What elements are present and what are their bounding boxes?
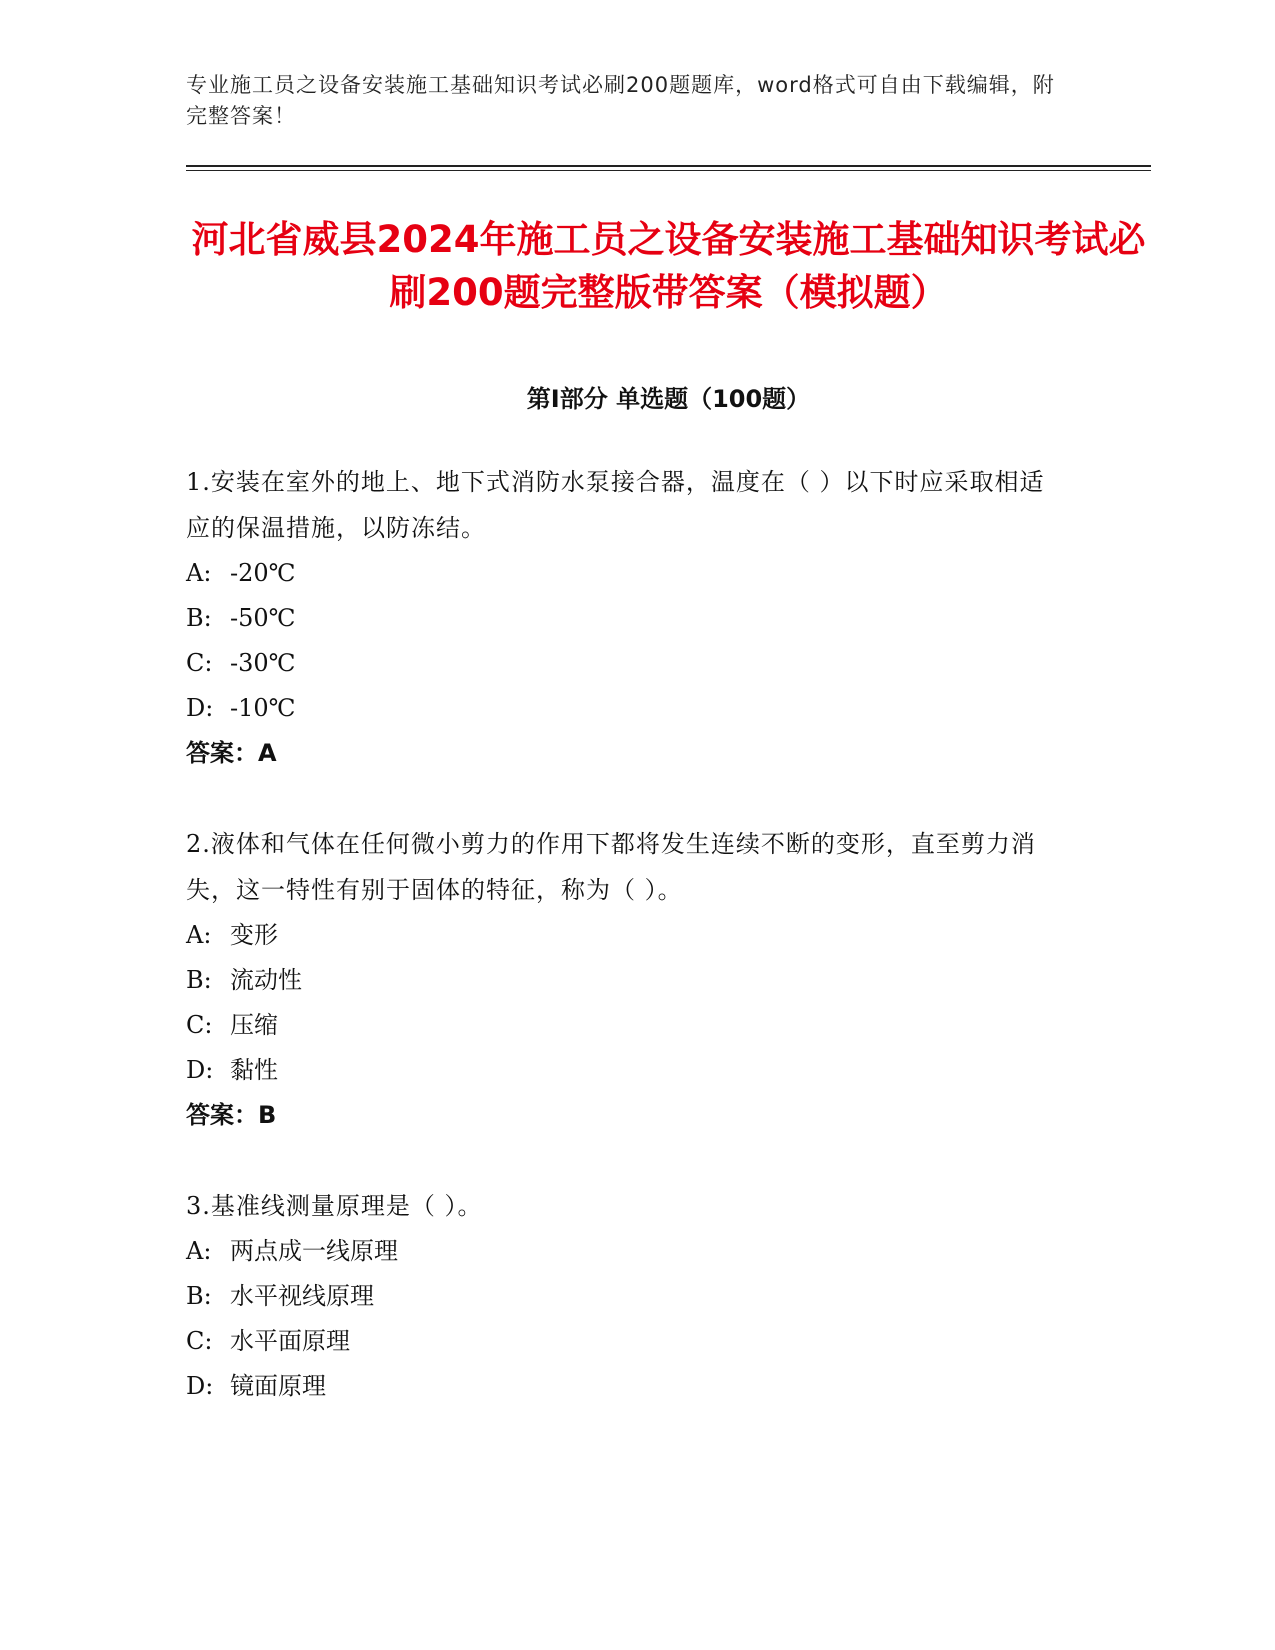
divider-thin bbox=[186, 170, 1151, 171]
option-letter: C: bbox=[186, 1327, 213, 1355]
option-letter: D: bbox=[186, 1056, 214, 1084]
option-text: 水平面原理 bbox=[230, 1327, 350, 1355]
answer-line: 答案：A bbox=[186, 739, 277, 767]
option-letter: A: bbox=[186, 921, 212, 949]
question-3 bbox=[186, 1183, 1151, 1409]
question-stem: 1.安装在室外的地上、地下式消防水泵接合器，温度在（ ）以下时应采取相适应的保温措施，以防冻结。 bbox=[186, 468, 1045, 542]
option-text: -30℃ bbox=[230, 649, 296, 677]
document-page bbox=[186, 70, 1151, 1409]
option-letter: B: bbox=[186, 966, 212, 994]
question-stem: 3.基准线测量原理是（ ）。 bbox=[186, 1192, 483, 1220]
divider-thick bbox=[186, 165, 1151, 167]
option-d bbox=[186, 1048, 1151, 1093]
section-heading: 第I部分 单选题（100题） bbox=[526, 385, 811, 413]
option-a bbox=[186, 913, 1151, 958]
option-c bbox=[186, 1003, 1151, 1048]
option-letter: D: bbox=[186, 1372, 214, 1400]
question-1 bbox=[186, 459, 1151, 776]
option-letter: C: bbox=[186, 649, 213, 677]
option-a bbox=[186, 1229, 1151, 1274]
option-letter: B: bbox=[186, 604, 212, 632]
header-note: 专业施工员之设备安装施工基础知识考试必刷200题题库，word格式可自由下载编辑，附完整答案！ bbox=[186, 73, 1055, 128]
option-d bbox=[186, 1364, 1151, 1409]
option-text: -50℃ bbox=[230, 604, 296, 632]
option-c bbox=[186, 1319, 1151, 1364]
option-text: 变形 bbox=[230, 921, 278, 949]
option-text: 黏性 bbox=[230, 1056, 278, 1084]
header-divider bbox=[186, 165, 1151, 171]
option-text: -10℃ bbox=[230, 694, 296, 722]
question-stem: 2.液体和气体在任何微小剪力的作用下都将发生连续不断的变形，直至剪力消失，这一特性有别于固体的特征，称为（ ）。 bbox=[186, 830, 1036, 904]
option-a bbox=[186, 551, 1151, 596]
option-text: -20℃ bbox=[230, 559, 296, 587]
answer-line: 答案：B bbox=[186, 1101, 277, 1129]
question-2 bbox=[186, 821, 1151, 1138]
option-letter: D: bbox=[186, 694, 214, 722]
option-b bbox=[186, 596, 1151, 641]
option-b bbox=[186, 1274, 1151, 1319]
option-b bbox=[186, 958, 1151, 1003]
option-text: 镜面原理 bbox=[230, 1372, 326, 1400]
option-text: 两点成一线原理 bbox=[230, 1237, 398, 1265]
option-c bbox=[186, 641, 1151, 686]
option-letter: C: bbox=[186, 1011, 213, 1039]
option-text: 压缩 bbox=[230, 1011, 278, 1039]
option-letter: A: bbox=[186, 559, 212, 587]
option-d bbox=[186, 686, 1151, 731]
option-letter: B: bbox=[186, 1282, 212, 1310]
option-text: 流动性 bbox=[230, 966, 302, 994]
option-text: 水平视线原理 bbox=[230, 1282, 374, 1310]
document-title: 河北省威县2024年施工员之设备安装施工基础知识考试必刷200题完整版带答案（模拟题） bbox=[191, 218, 1146, 314]
option-letter: A: bbox=[186, 1237, 212, 1265]
